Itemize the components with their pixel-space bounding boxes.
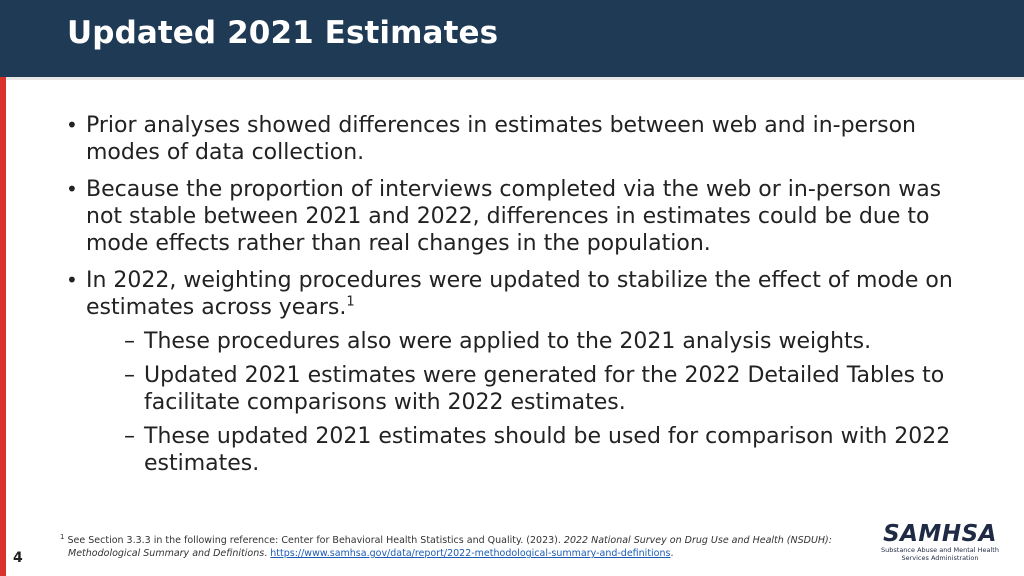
- footnote-reference: 1: [346, 294, 355, 310]
- dash-icon: –: [124, 363, 135, 388]
- dash-icon: –: [124, 424, 135, 449]
- sub-bullet-item: [86, 328, 956, 355]
- dash-icon: –: [124, 329, 135, 354]
- sub-bullet-text: Updated 2021 estimates were generated for the 2022 Detailed Tables to facilitate comparisons with 2022 estimates.: [144, 363, 945, 415]
- bullet-item: [66, 112, 956, 166]
- bullet-text: Because the proportion of interviews completed via the web or in-person was not stable between 2021 and 2022, differences in estimates could be due to mode effects rather than real changes in the population.: [86, 177, 942, 256]
- footnote-link[interactable]: https://www.samhsa.gov/data/report/2022-methodological-summary-and-definitions: [270, 548, 671, 559]
- bullet-text: Prior analyses showed differences in estimates between web and in-person modes of data collection.: [86, 113, 916, 165]
- footnote-end: .: [670, 548, 674, 559]
- samhsa-logo: [880, 522, 1000, 570]
- logo-wordmark: SAMHSA: [883, 521, 997, 547]
- accent-bar: [0, 0, 6, 576]
- bullet-dot-icon: •: [66, 177, 78, 201]
- bullet-dot-icon: •: [66, 113, 78, 137]
- logo-subtitle-line1: Substance Abuse and Mental Health: [881, 546, 999, 554]
- footnote-title-part2: Methodological Summary and Definitions: [68, 548, 265, 559]
- sub-bullet-item: [86, 423, 956, 477]
- sub-bullet-text: These procedures also were applied to the 2021 analysis weights.: [144, 329, 872, 354]
- logo-subtitle-line2: Services Administration: [901, 554, 979, 562]
- footnote-title-part1: 2022 National Survey on Drug Use and Health (NSDUH):: [563, 535, 832, 546]
- header-divider: [6, 77, 1024, 80]
- footnote-separator: .: [264, 548, 271, 559]
- footnote-marker: 1: [60, 532, 65, 541]
- bullet-item: [66, 267, 956, 477]
- slide-title: Updated 2021 Estimates: [67, 15, 499, 51]
- bullet-dot-icon: •: [66, 268, 78, 292]
- sub-bullet-text: These updated 2021 estimates should be used for comparison with 2022 estimates.: [144, 424, 951, 476]
- footnote-prefix: See Section 3.3.3 in the following reference: Center for Behavioral Health Statistics and Quality. (2023).: [67, 535, 564, 546]
- bullet-item: [66, 176, 956, 257]
- slide-header: [0, 0, 1024, 77]
- bullet-text: In 2022, weighting procedures were updated to stabilize the effect of mode on estimates across years.: [86, 268, 953, 320]
- sub-bullet-item: [86, 362, 956, 416]
- bullet-list: [66, 112, 956, 487]
- page-number: 4: [13, 550, 23, 566]
- footnote: [60, 534, 840, 560]
